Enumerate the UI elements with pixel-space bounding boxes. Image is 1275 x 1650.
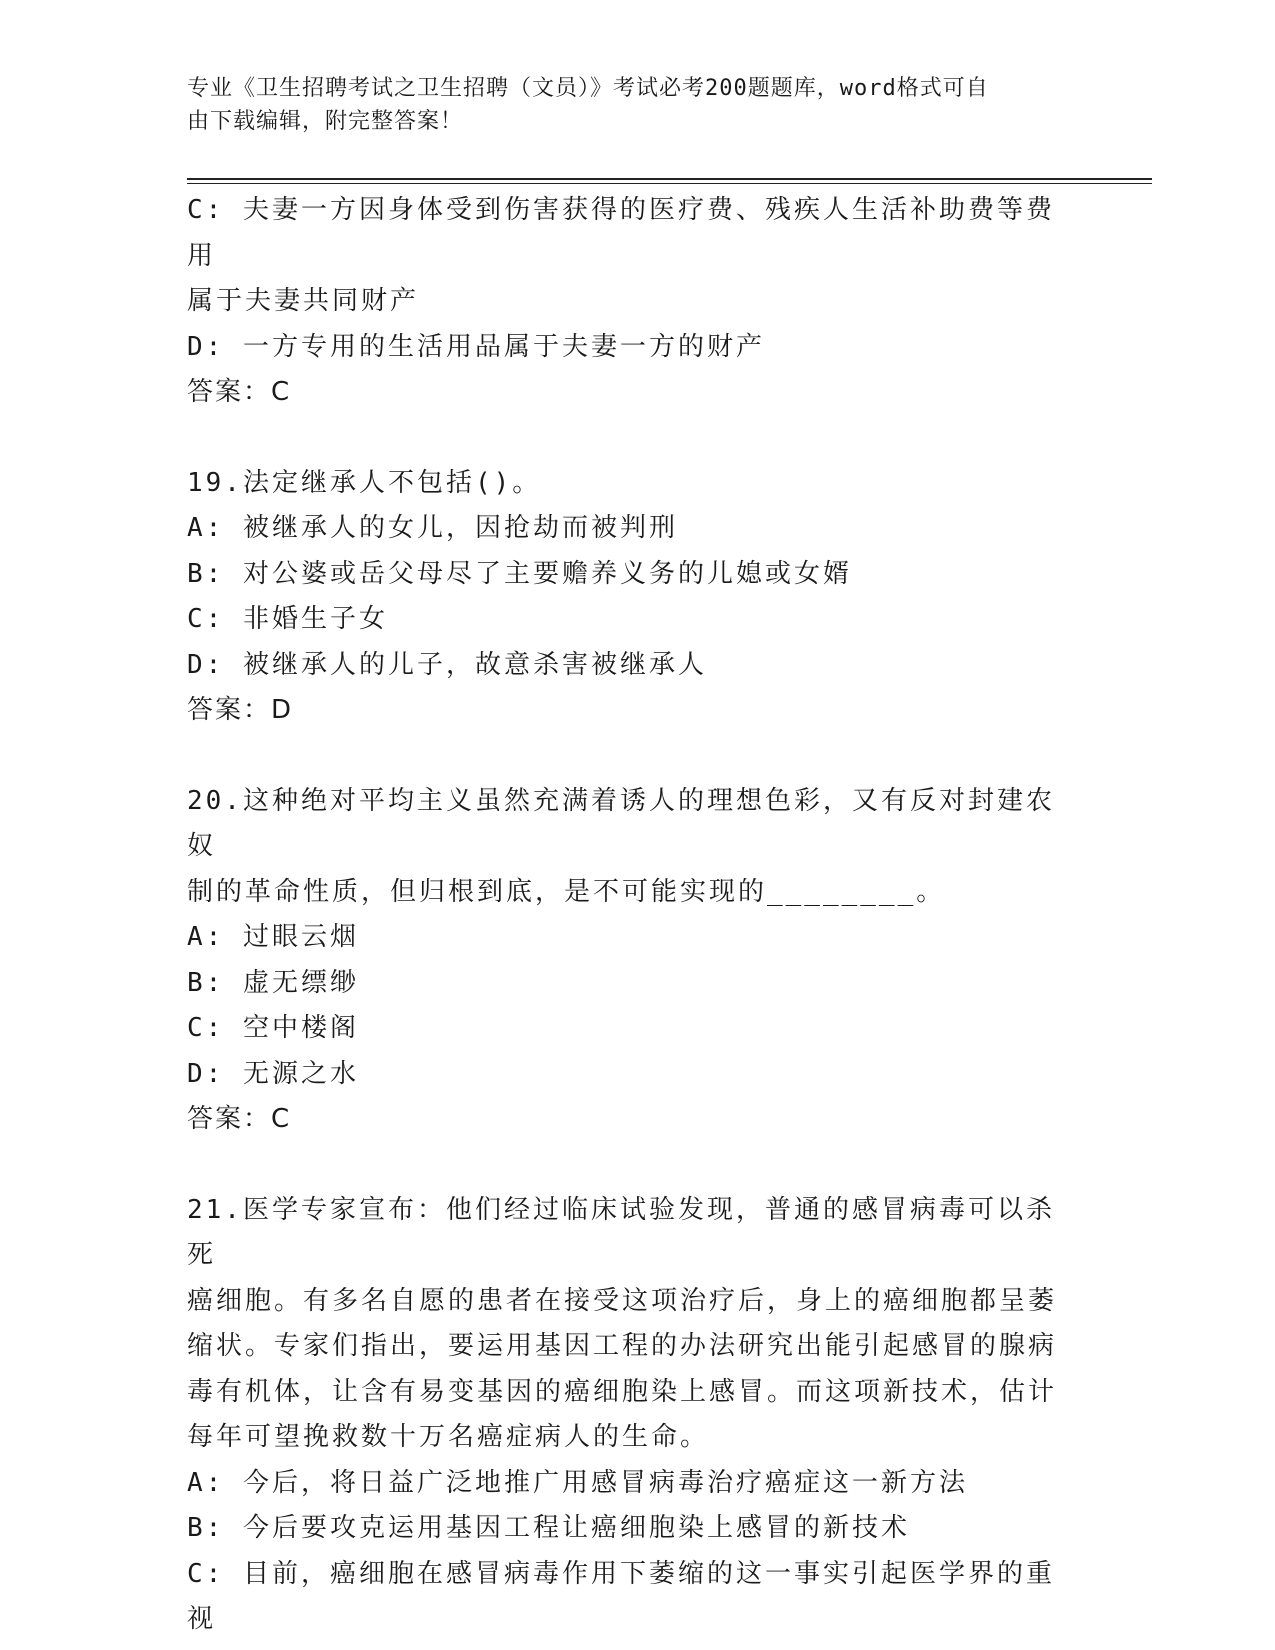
- q21-stem-line-4: 毒有机体，让含有易变基因的癌细胞染上感冒。而这项新技术，估计: [187, 1376, 1058, 1407]
- q20-option-c: C: 空中楼阁: [187, 1013, 359, 1043]
- q21-stem-line-3: 缩状。专家们指出，要运用基因工程的办法研究出能引起感冒的腺病: [187, 1331, 1058, 1361]
- q21-stem-line-1: 21.医学专家宣布：他们经过临床试验发现，普通的感冒病毒可以杀死: [187, 1194, 1055, 1270]
- question-18-tail: [187, 188, 1067, 416]
- q20-stem-line-1: 20.这种绝对平均主义虽然充满着诱人的理想色彩，又有反对封建农奴: [187, 785, 1055, 861]
- header-line-2: 由下载编辑，附完整答案！: [187, 109, 464, 134]
- q20-option-a: A: 过眼云烟: [187, 922, 359, 952]
- spacer: [187, 734, 1067, 779]
- q20-option-b: B: 虚无缥缈: [187, 967, 359, 998]
- q21-option-c: C: 目前，癌细胞在感冒病毒作用下萎缩的这一事实引起医学界的重视: [187, 1558, 1055, 1634]
- header-line-1: 专业《卫生招聘考试之卫生招聘（文员）》考试必考200题题库，word格式可自: [187, 76, 989, 101]
- header-divider-thick: [187, 178, 1152, 180]
- header-divider-thin: [187, 183, 1152, 184]
- q20-answer: 答案：C: [187, 1104, 292, 1134]
- spacer: [187, 1143, 1067, 1188]
- q21-option-a: A: 今后，将日益广泛地推广用感冒病毒治疗癌症这一新方法: [187, 1467, 968, 1498]
- question-content: [187, 188, 1067, 1643]
- q19-option-a: A: 被继承人的女儿，因抢劫而被判刑: [187, 513, 678, 543]
- question-19: [187, 461, 1067, 734]
- q19-answer: 答案：D: [187, 695, 294, 725]
- question-20: [187, 779, 1067, 1143]
- q21-stem-line-5: 每年可望挽救数十万名癌症病人的生命。: [187, 1422, 710, 1452]
- q18-option-c-line-2: 属于夫妻共同财产: [187, 286, 420, 316]
- q19-option-b: B: 对公婆或岳父母尽了主要赡养义务的儿媳或女婿: [187, 558, 852, 589]
- q21-option-b: B: 今后要攻克运用基因工程让癌细胞染上感冒的新技术: [187, 1513, 910, 1543]
- spacer: [187, 416, 1067, 461]
- q20-option-d: D: 无源之水: [187, 1058, 359, 1089]
- q21-stem-line-2: 癌细胞。有多名自愿的患者在接受这项治疗后，身上的癌细胞都呈萎: [187, 1285, 1058, 1316]
- question-21: [187, 1188, 1067, 1643]
- q19-stem: 19.法定继承人不包括()。: [187, 467, 542, 498]
- q18-option-d: D: 一方专用的生活用品属于夫妻一方的财产: [187, 331, 765, 362]
- q20-stem-line-2: 制的革命性质，但归根到底，是不可能实现的________。: [187, 876, 946, 907]
- q18-answer: 答案：C: [187, 377, 292, 407]
- document-header: [187, 72, 1067, 138]
- q18-option-c-line-1: C: 夫妻一方因身体受到伤害获得的医疗费、残疾人生活补助费等费用: [187, 195, 1055, 271]
- q19-option-d: D: 被继承人的儿子，故意杀害被继承人: [187, 649, 707, 680]
- q19-option-c: C: 非婚生子女: [187, 604, 388, 634]
